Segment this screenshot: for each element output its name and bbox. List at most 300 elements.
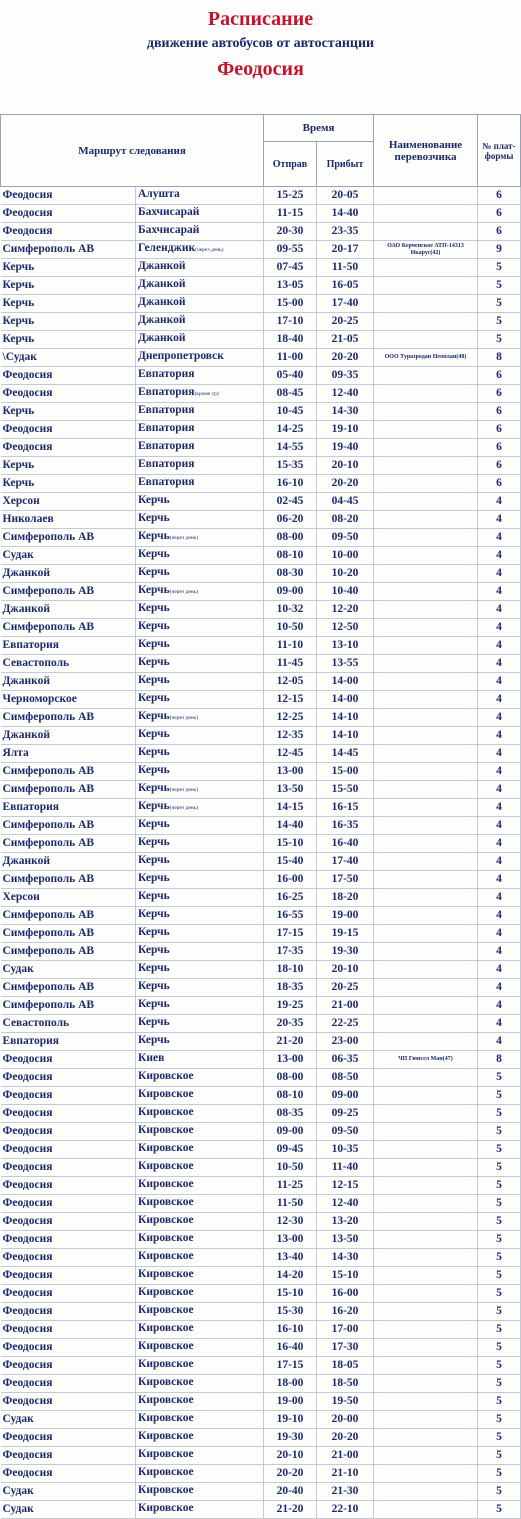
route-from: Феодосия xyxy=(1,205,136,223)
route-to xyxy=(136,1195,264,1213)
carrier-name xyxy=(374,457,478,475)
arrive-time: 10-40 xyxy=(317,583,374,601)
table-row xyxy=(1,853,521,871)
platform-number: 4 xyxy=(478,1033,521,1051)
table-row xyxy=(1,781,521,799)
route-to-label: Днепропетровск xyxy=(138,350,224,362)
header-time: Время xyxy=(264,115,374,142)
route-to xyxy=(136,961,264,979)
route-to xyxy=(136,1177,264,1195)
route-from: Судак xyxy=(1,1483,136,1501)
route-to xyxy=(136,331,264,349)
route-to-label: Керчь xyxy=(138,926,170,938)
table-row xyxy=(1,1483,521,1501)
route-note: (через день) xyxy=(169,715,199,721)
route-to-label: Керчь xyxy=(138,908,170,920)
route-to xyxy=(136,421,264,439)
platform-number: 6 xyxy=(478,403,521,421)
depart-time: 13-00 xyxy=(264,1231,317,1249)
platform-number: 4 xyxy=(478,727,521,745)
platform-number: 5 xyxy=(478,1213,521,1231)
carrier-name xyxy=(374,1483,478,1501)
platform-number: 5 xyxy=(478,1249,521,1267)
carrier-name xyxy=(374,1231,478,1249)
route-to-label: Кировское xyxy=(138,1106,194,1118)
table-row xyxy=(1,277,521,295)
table-row xyxy=(1,1249,521,1267)
route-from: Феодосия xyxy=(1,1357,136,1375)
depart-time: 10-50 xyxy=(264,619,317,637)
table-row xyxy=(1,1411,521,1429)
carrier-name xyxy=(374,1357,478,1375)
route-to-label: Кировское xyxy=(138,1250,194,1262)
arrive-time: 12-40 xyxy=(317,385,374,403)
route-to xyxy=(136,1267,264,1285)
arrive-time: 12-20 xyxy=(317,601,374,619)
carrier-name xyxy=(374,1033,478,1051)
depart-time: 16-10 xyxy=(264,475,317,493)
route-to-label: Киев xyxy=(138,1052,165,1064)
route-to xyxy=(136,907,264,925)
route-to xyxy=(136,889,264,907)
depart-time: 10-50 xyxy=(264,1159,317,1177)
depart-time: 11-45 xyxy=(264,655,317,673)
table-body xyxy=(1,187,521,1519)
route-from: Феодосия xyxy=(1,1069,136,1087)
arrive-time: 16-35 xyxy=(317,817,374,835)
arrive-time: 16-05 xyxy=(317,277,374,295)
header-carrier: Наименование перевозчика xyxy=(374,115,478,187)
table-row xyxy=(1,889,521,907)
depart-time: 15-00 xyxy=(264,295,317,313)
table-row xyxy=(1,529,521,547)
route-from: Ялта xyxy=(1,745,136,763)
route-to xyxy=(136,187,264,205)
route-to xyxy=(136,1303,264,1321)
route-to xyxy=(136,637,264,655)
route-to-label: Кировское xyxy=(138,1322,194,1334)
carrier-name xyxy=(374,223,478,241)
platform-number: 4 xyxy=(478,979,521,997)
table-row xyxy=(1,979,521,997)
route-to-label: Геленджик xyxy=(138,242,196,254)
arrive-time: 04-45 xyxy=(317,493,374,511)
route-from: Евпатория xyxy=(1,637,136,655)
route-to-label: Джанкой xyxy=(138,278,186,290)
route-note: (через день) xyxy=(169,589,199,595)
platform-number: 4 xyxy=(478,997,521,1015)
depart-time: 11-25 xyxy=(264,1177,317,1195)
page-subtitle: движение автобусов от автостанции xyxy=(146,36,375,51)
route-to xyxy=(136,1213,264,1231)
route-to xyxy=(136,259,264,277)
table-row xyxy=(1,1267,521,1285)
route-to xyxy=(136,1249,264,1267)
depart-time: 19-10 xyxy=(264,1411,317,1429)
route-from: Евпатория xyxy=(1,799,136,817)
platform-number: 4 xyxy=(478,763,521,781)
depart-time: 09-45 xyxy=(264,1141,317,1159)
table-row xyxy=(1,709,521,727)
arrive-time: 20-10 xyxy=(317,961,374,979)
platform-number: 5 xyxy=(478,1285,521,1303)
table-row xyxy=(1,637,521,655)
table-row xyxy=(1,1357,521,1375)
route-to xyxy=(136,565,264,583)
depart-time: 12-35 xyxy=(264,727,317,745)
carrier-name xyxy=(374,745,478,763)
table-row xyxy=(1,205,521,223)
arrive-time: 14-10 xyxy=(317,709,374,727)
arrive-time: 13-20 xyxy=(317,1213,374,1231)
route-to xyxy=(136,547,264,565)
platform-number: 5 xyxy=(478,1411,521,1429)
carrier-name xyxy=(374,1177,478,1195)
arrive-time: 09-50 xyxy=(317,1123,374,1141)
depart-time: 08-45 xyxy=(264,385,317,403)
route-to xyxy=(136,1105,264,1123)
table-row xyxy=(1,1429,521,1447)
depart-time: 18-10 xyxy=(264,961,317,979)
arrive-time: 10-35 xyxy=(317,1141,374,1159)
platform-number: 6 xyxy=(478,223,521,241)
carrier-name xyxy=(374,529,478,547)
depart-time: 13-40 xyxy=(264,1249,317,1267)
depart-time: 07-45 xyxy=(264,259,317,277)
carrier-name xyxy=(374,1375,478,1393)
platform-number: 5 xyxy=(478,1483,521,1501)
route-from: Керчь xyxy=(1,475,136,493)
platform-number: 4 xyxy=(478,565,521,583)
table-row xyxy=(1,547,521,565)
route-to-label: Кировское xyxy=(138,1430,194,1442)
route-to xyxy=(136,727,264,745)
arrive-time: 21-00 xyxy=(317,1447,374,1465)
route-from: Симферополь АВ xyxy=(1,763,136,781)
route-from: Херсон xyxy=(1,889,136,907)
route-to xyxy=(136,385,264,403)
arrive-time: 19-40 xyxy=(317,439,374,457)
arrive-time: 11-50 xyxy=(317,259,374,277)
table-row xyxy=(1,1069,521,1087)
depart-time: 21-20 xyxy=(264,1501,317,1519)
table-row xyxy=(1,331,521,349)
table-row xyxy=(1,727,521,745)
route-to xyxy=(136,1159,264,1177)
table-row xyxy=(1,763,521,781)
platform-number: 6 xyxy=(478,439,521,457)
arrive-time: 20-20 xyxy=(317,475,374,493)
route-to-label: Кировское xyxy=(138,1214,194,1226)
route-to-label: Евпатория xyxy=(138,368,195,380)
route-to-label: Кировское xyxy=(138,1196,194,1208)
route-to xyxy=(136,295,264,313)
arrive-time: 08-50 xyxy=(317,1069,374,1087)
route-from: Керчь xyxy=(1,457,136,475)
route-from: Феодосия xyxy=(1,187,136,205)
depart-time: 06-20 xyxy=(264,511,317,529)
platform-number: 4 xyxy=(478,871,521,889)
header-route: Маршрут следования xyxy=(1,115,264,187)
route-to xyxy=(136,673,264,691)
table-row xyxy=(1,619,521,637)
arrive-time: 17-40 xyxy=(317,295,374,313)
depart-time: 18-00 xyxy=(264,1375,317,1393)
carrier-name xyxy=(374,1321,478,1339)
route-to-label: Кировское xyxy=(138,1178,194,1190)
platform-number: 5 xyxy=(478,1177,521,1195)
carrier-name xyxy=(374,403,478,421)
route-from: Джанкой xyxy=(1,727,136,745)
route-to-label: Керчь xyxy=(138,548,170,560)
route-to xyxy=(136,457,264,475)
carrier-name xyxy=(374,799,478,817)
platform-number: 5 xyxy=(478,1231,521,1249)
carrier-name xyxy=(374,619,478,637)
route-from: Симферополь АВ xyxy=(1,907,136,925)
platform-number: 4 xyxy=(478,943,521,961)
carrier-name xyxy=(374,1411,478,1429)
arrive-time: 20-25 xyxy=(317,979,374,997)
route-to-label: Керчь xyxy=(138,782,170,794)
route-to xyxy=(136,349,264,367)
table-row xyxy=(1,943,521,961)
table-row xyxy=(1,1141,521,1159)
carrier-name xyxy=(374,565,478,583)
route-note: (кроме ср) xyxy=(194,391,219,397)
depart-time: 02-45 xyxy=(264,493,317,511)
route-to xyxy=(136,1483,264,1501)
route-to xyxy=(136,781,264,799)
route-to-label: Керчь xyxy=(138,494,170,506)
arrive-time: 14-45 xyxy=(317,745,374,763)
route-to xyxy=(136,925,264,943)
arrive-time: 09-50 xyxy=(317,529,374,547)
depart-time: 18-35 xyxy=(264,979,317,997)
depart-time: 08-00 xyxy=(264,1069,317,1087)
arrive-time: 18-50 xyxy=(317,1375,374,1393)
arrive-time: 15-10 xyxy=(317,1267,374,1285)
route-to-label: Евпатория xyxy=(138,458,195,470)
depart-time: 15-10 xyxy=(264,1285,317,1303)
platform-number: 4 xyxy=(478,619,521,637)
route-from: Керчь xyxy=(1,331,136,349)
carrier-name: ООО Туразродан Неоплан(48) xyxy=(374,349,478,367)
depart-time: 18-40 xyxy=(264,331,317,349)
platform-number: 4 xyxy=(478,799,521,817)
depart-time: 08-10 xyxy=(264,1087,317,1105)
arrive-time: 14-10 xyxy=(317,727,374,745)
carrier-name xyxy=(374,187,478,205)
platform-number: 5 xyxy=(478,1141,521,1159)
route-to-label: Джанкой xyxy=(138,260,186,272)
carrier-name xyxy=(374,1087,478,1105)
arrive-time: 21-10 xyxy=(317,1465,374,1483)
arrive-time: 11-40 xyxy=(317,1159,374,1177)
route-to xyxy=(136,475,264,493)
arrive-time: 14-30 xyxy=(317,1249,374,1267)
table-row xyxy=(1,1447,521,1465)
route-from: Феодосия xyxy=(1,1249,136,1267)
carrier-name xyxy=(374,313,478,331)
arrive-time: 19-50 xyxy=(317,1393,374,1411)
route-to xyxy=(136,1015,264,1033)
table-row xyxy=(1,493,521,511)
table-row xyxy=(1,583,521,601)
route-to-label: Керчь xyxy=(138,584,170,596)
depart-time: 19-00 xyxy=(264,1393,317,1411)
route-to-label: Кировское xyxy=(138,1160,194,1172)
carrier-name xyxy=(374,1195,478,1213)
table-row xyxy=(1,1501,521,1519)
table-row xyxy=(1,997,521,1015)
route-to xyxy=(136,835,264,853)
carrier-name xyxy=(374,1213,478,1231)
table-row xyxy=(1,223,521,241)
table-row xyxy=(1,1285,521,1303)
table-row xyxy=(1,511,521,529)
carrier-name xyxy=(374,781,478,799)
carrier-name xyxy=(374,1447,478,1465)
arrive-time: 12-50 xyxy=(317,619,374,637)
route-from: Симферополь АВ xyxy=(1,979,136,997)
page-title: Расписание xyxy=(207,8,314,30)
carrier-name xyxy=(374,1105,478,1123)
platform-number: 6 xyxy=(478,367,521,385)
route-to-label: Керчь xyxy=(138,566,170,578)
route-to-label: Керчь xyxy=(138,512,170,524)
route-to xyxy=(136,1339,264,1357)
depart-time: 08-35 xyxy=(264,1105,317,1123)
route-to xyxy=(136,277,264,295)
carrier-name xyxy=(374,583,478,601)
route-to xyxy=(136,1375,264,1393)
depart-time: 13-05 xyxy=(264,277,317,295)
carrier-name xyxy=(374,601,478,619)
route-note: (через день) xyxy=(195,247,224,253)
platform-number: 5 xyxy=(478,1195,521,1213)
depart-time: 20-10 xyxy=(264,1447,317,1465)
header-platform: № плат-формы xyxy=(478,115,521,187)
platform-number: 4 xyxy=(478,961,521,979)
platform-number: 5 xyxy=(478,1267,521,1285)
route-from: Судак xyxy=(1,1411,136,1429)
depart-time: 11-10 xyxy=(264,637,317,655)
route-to-label: Керчь xyxy=(138,746,170,758)
table-row xyxy=(1,457,521,475)
platform-number: 5 xyxy=(478,1465,521,1483)
arrive-time: 20-05 xyxy=(317,187,374,205)
platform-number: 5 xyxy=(478,1159,521,1177)
table-row xyxy=(1,259,521,277)
route-from: Керчь xyxy=(1,277,136,295)
arrive-time: 16-15 xyxy=(317,799,374,817)
carrier-name xyxy=(374,1267,478,1285)
table-row xyxy=(1,871,521,889)
route-from: Симферополь АВ xyxy=(1,925,136,943)
arrive-time: 20-10 xyxy=(317,457,374,475)
table-row xyxy=(1,1465,521,1483)
platform-number: 4 xyxy=(478,907,521,925)
arrive-time: 20-25 xyxy=(317,313,374,331)
depart-time: 20-30 xyxy=(264,223,317,241)
header-arrive: Прибыт xyxy=(317,142,374,187)
carrier-name xyxy=(374,709,478,727)
route-to xyxy=(136,1033,264,1051)
route-from: Феодосия xyxy=(1,1465,136,1483)
route-from: Севастополь xyxy=(1,655,136,673)
route-to-label: Джанкой xyxy=(138,332,186,344)
arrive-time: 18-05 xyxy=(317,1357,374,1375)
depart-time: 15-30 xyxy=(264,1303,317,1321)
platform-number: 4 xyxy=(478,637,521,655)
route-to xyxy=(136,529,264,547)
carrier-name xyxy=(374,727,478,745)
route-note: (через день) xyxy=(169,535,199,541)
carrier-name xyxy=(374,961,478,979)
route-to-label: Керчь xyxy=(138,620,170,632)
arrive-time: 19-00 xyxy=(317,907,374,925)
route-from: Симферополь АВ xyxy=(1,781,136,799)
platform-number: 5 xyxy=(478,1393,521,1411)
route-to xyxy=(136,1321,264,1339)
carrier-name xyxy=(374,277,478,295)
arrive-time: 12-15 xyxy=(317,1177,374,1195)
platform-number: 4 xyxy=(478,547,521,565)
depart-time: 14-15 xyxy=(264,799,317,817)
platform-number: 4 xyxy=(478,583,521,601)
table-row xyxy=(1,961,521,979)
route-to xyxy=(136,367,264,385)
carrier-name xyxy=(374,259,478,277)
carrier-name xyxy=(374,871,478,889)
route-from: Феодосия xyxy=(1,1141,136,1159)
arrive-time: 10-20 xyxy=(317,565,374,583)
route-to xyxy=(136,1141,264,1159)
carrier-name xyxy=(374,385,478,403)
depart-time: 12-05 xyxy=(264,673,317,691)
route-to xyxy=(136,583,264,601)
arrive-time: 23-35 xyxy=(317,223,374,241)
platform-number: 5 xyxy=(478,1447,521,1465)
platform-number: 5 xyxy=(478,1501,521,1519)
route-to-label: Евпатория xyxy=(138,404,195,416)
arrive-time: 18-20 xyxy=(317,889,374,907)
platform-number: 6 xyxy=(478,475,521,493)
platform-number: 5 xyxy=(478,295,521,313)
arrive-time: 13-55 xyxy=(317,655,374,673)
platform-number: 8 xyxy=(478,349,521,367)
depart-time: 12-45 xyxy=(264,745,317,763)
route-to-label: Бахчисарай xyxy=(138,206,200,218)
arrive-time: 21-05 xyxy=(317,331,374,349)
route-from: Судак xyxy=(1,961,136,979)
carrier-name xyxy=(374,439,478,457)
carrier-name xyxy=(374,1501,478,1519)
depart-time: 13-00 xyxy=(264,763,317,781)
depart-time: 20-40 xyxy=(264,1483,317,1501)
route-to xyxy=(136,1357,264,1375)
arrive-time: 19-30 xyxy=(317,943,374,961)
route-to-label: Кировское xyxy=(138,1448,194,1460)
platform-number: 6 xyxy=(478,205,521,223)
carrier-name xyxy=(374,1015,478,1033)
arrive-time: 20-17 xyxy=(317,241,374,259)
route-from: Феодосия xyxy=(1,1339,136,1357)
carrier-name xyxy=(374,1141,478,1159)
depart-time: 14-55 xyxy=(264,439,317,457)
route-from: Джанкой xyxy=(1,601,136,619)
